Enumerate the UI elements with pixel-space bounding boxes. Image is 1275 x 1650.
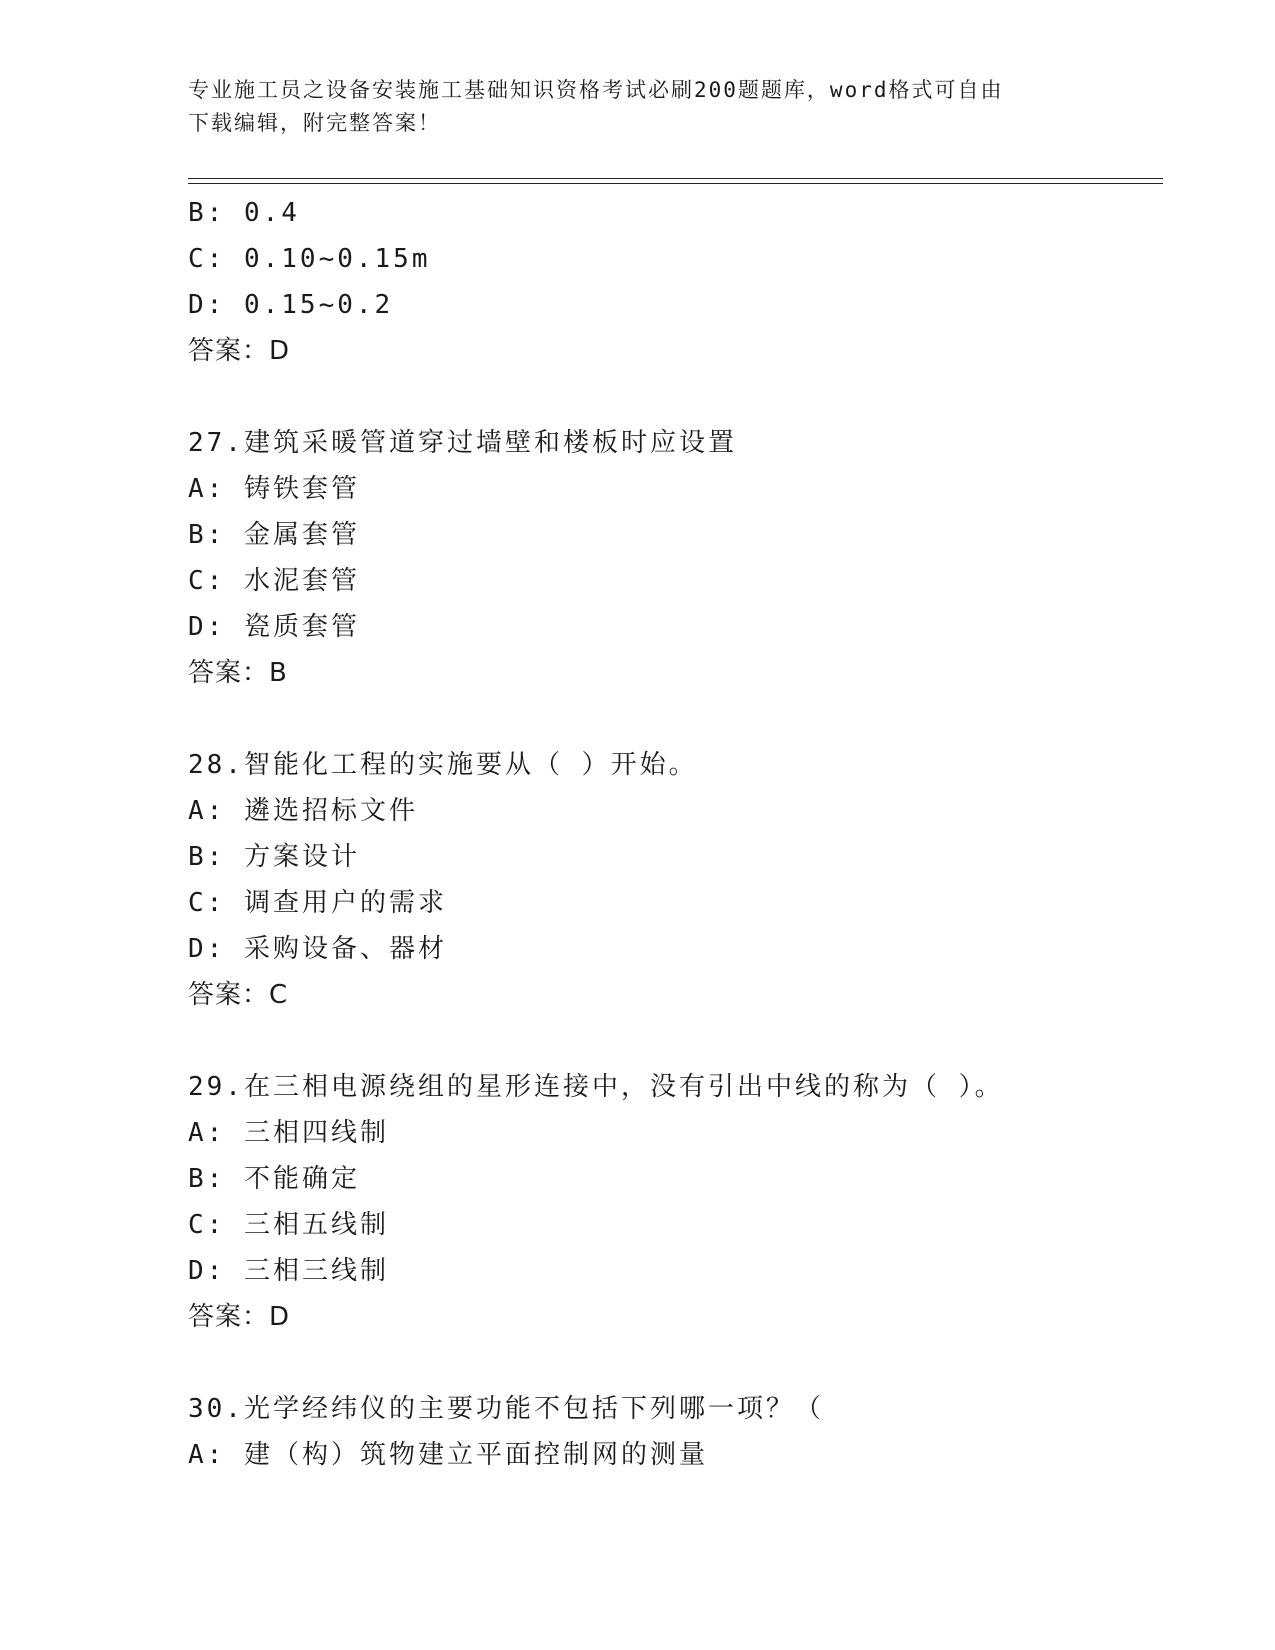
option-d: D: 采购设备、器材 [188, 934, 447, 964]
option-a: A: 遴选招标文件 [188, 796, 418, 826]
answer-line: 答案：C [188, 980, 289, 1010]
option-b: B: 金属套管 [188, 520, 360, 550]
option-c: C: 调查用户的需求 [188, 888, 447, 918]
option-a: A: 建（构）筑物建立平面控制网的测量 [188, 1440, 708, 1470]
option-a: A: 三相四线制 [188, 1118, 389, 1148]
spacer [188, 1340, 1168, 1386]
option-b: B: 方案设计 [188, 842, 360, 872]
option-d: D: 三相三线制 [188, 1256, 389, 1286]
header-divider-bottom [188, 183, 1163, 184]
header-divider-top [188, 178, 1163, 179]
question-list [188, 190, 1168, 1478]
question-title: 28.智能化工程的实施要从（ ）开始。 [188, 750, 698, 780]
question-title: 30.光学经纬仪的主要功能不包括下列哪一项？（ [188, 1394, 824, 1424]
option-a: A: 铸铁套管 [188, 474, 360, 504]
answer-line: 答案：D [188, 336, 291, 366]
answer-line: 答案：D [188, 1302, 291, 1332]
header-line-1: 专业施工员之设备安装施工基础知识资格考试必刷200题题库，word格式可自由 [188, 78, 1004, 102]
spacer [188, 374, 1168, 420]
question-block-30 [188, 1386, 1168, 1478]
spacer [188, 1018, 1168, 1064]
question-title: 27.建筑采暖管道穿过墙壁和楼板时应设置 [188, 428, 737, 458]
question-block-29 [188, 1064, 1168, 1340]
option-b: B: 不能确定 [188, 1164, 360, 1194]
question-block-26 [188, 190, 1168, 374]
option-c: C: 三相五线制 [188, 1210, 389, 1240]
question-block-27 [188, 420, 1168, 696]
question-block-28 [188, 742, 1168, 1018]
document-header [188, 74, 1088, 140]
header-line-2: 下载编辑，附完整答案！ [188, 111, 441, 135]
answer-line: 答案：B [188, 658, 288, 688]
spacer [188, 696, 1168, 742]
question-title: 29.在三相电源绕组的星形连接中，没有引出中线的称为（ ）。 [188, 1072, 1004, 1102]
option-d: D: 瓷质套管 [188, 612, 360, 642]
option-d: D: 0.15~0.2 [188, 290, 394, 320]
option-b: B: 0.4 [188, 198, 300, 228]
option-c: C: 水泥套管 [188, 566, 360, 596]
option-c: C: 0.10~0.15m [188, 244, 431, 274]
